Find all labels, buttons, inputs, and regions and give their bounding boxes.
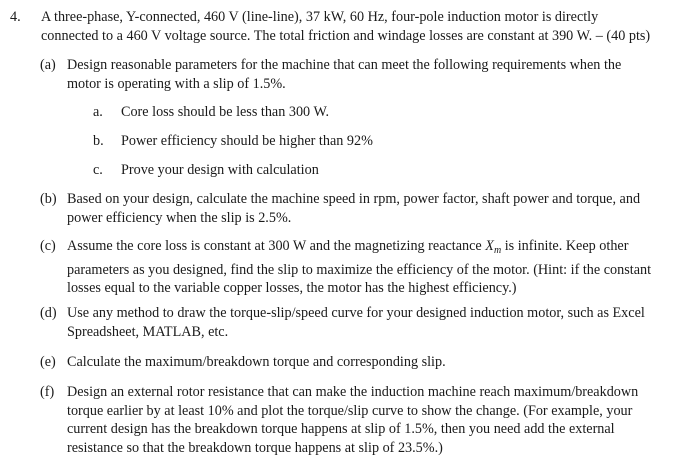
part-label: (c) bbox=[40, 238, 56, 254]
part-text-line: motor is operating with a slip of 1.5%. bbox=[67, 75, 286, 92]
part-text-line: torque earlier by at least 10% and plot the torque/slip curve to show the change. (For example, your bbox=[67, 402, 633, 419]
magnetizing-reactance-symbol: $X_m$ bbox=[485, 238, 502, 256]
part-text-line: power efficiency when the slip is 2.5%. bbox=[67, 209, 292, 226]
part-label: (f) bbox=[40, 384, 55, 400]
part-text-line: Calculate the maximum/breakdown torque and corresponding slip. bbox=[67, 354, 446, 370]
question-number: 4. bbox=[10, 9, 21, 25]
part-label: (a) bbox=[40, 57, 56, 73]
part-text-fragment: is infinite. Keep other bbox=[504, 238, 629, 254]
part-text-line: Use any method to draw the torque-slip/speed curve for your designed induction motor, such as Excel bbox=[67, 305, 645, 321]
part-text bbox=[67, 304, 679, 341]
part-text-line: Design reasonable parameters for the machine that can meet the following requirements when the bbox=[67, 57, 622, 73]
part-text bbox=[67, 237, 679, 298]
subitem-text: Core loss should be less than 300 W. bbox=[121, 104, 330, 120]
part-text bbox=[67, 383, 679, 457]
subitem-label: b. bbox=[93, 133, 104, 149]
question-stem-line: A three-phase, Y-connected, 460 V (line-line), 37 kW, 60 Hz, four-pole induction motor is directly bbox=[41, 9, 599, 25]
part-label: (e) bbox=[40, 354, 56, 370]
question-stem bbox=[41, 8, 691, 45]
part-text-line: Spreadsheet, MATLAB, etc. bbox=[67, 323, 229, 340]
part-text-line: parameters as you designed, find the slip to maximize the efficiency of the motor. (Hint: if the constant bbox=[67, 261, 652, 278]
subitem-text: Prove your design with calculation bbox=[121, 162, 319, 178]
part-label: (b) bbox=[40, 191, 57, 207]
subitem-label: a. bbox=[93, 104, 103, 120]
part-label: (d) bbox=[40, 305, 57, 321]
part-text-line: Design an external rotor resistance that can make the induction machine reach maximum/breakdown bbox=[67, 384, 639, 400]
subitem-label: c. bbox=[93, 162, 103, 178]
part-text-line: resistance so that the breakdown torque happens at slip of 23.5%.) bbox=[67, 439, 443, 456]
part-text bbox=[67, 190, 679, 227]
part-text-line bbox=[67, 237, 679, 261]
subitem-text: Power efficiency should be higher than 92% bbox=[121, 133, 373, 149]
part-text-line: current design has the breakdown torque happens at slip of 1.5%, then you need add the external bbox=[67, 421, 615, 437]
part-text-fragment: Assume the core loss is constant at 300 W and the magnetizing reactance bbox=[67, 238, 482, 254]
part-text bbox=[67, 56, 679, 93]
part-text-line: losses equal to the variable copper losses, the motor has the highest efficiency.) bbox=[67, 280, 517, 296]
part-text bbox=[67, 353, 679, 372]
part-text-line: Based on your design, calculate the machine speed in rpm, power factor, shaft power and torque, and bbox=[67, 191, 641, 207]
question-stem-line: connected to a 460 V voltage source. The total friction and windage losses are constant at 390 W. – (40 pts) bbox=[41, 27, 651, 44]
